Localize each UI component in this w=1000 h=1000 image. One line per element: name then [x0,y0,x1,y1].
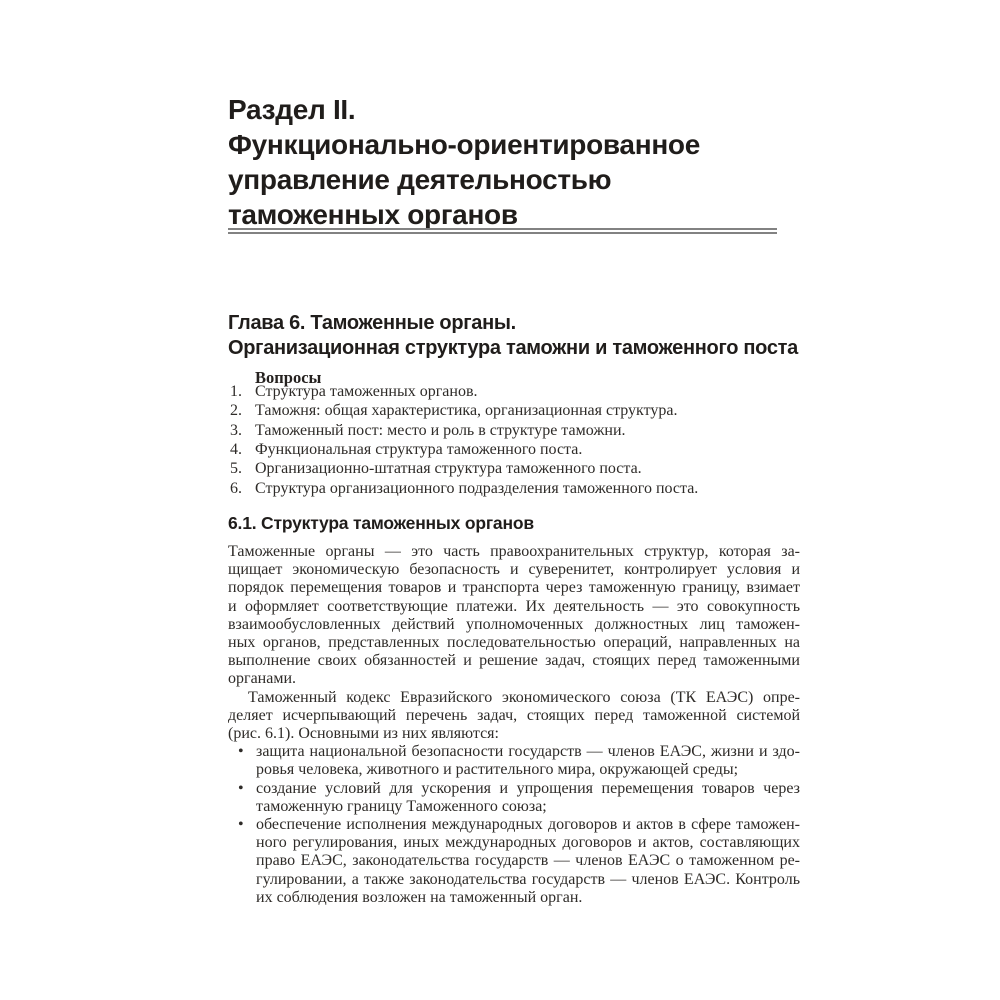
text-line: гулировании, а также законодательства государств — членов ЕАЭС. Контроль [256,870,800,888]
text-line: Таможенные органы — это часть правоохранительных структур, которая за- [228,543,800,560]
section-6-1-heading: 6.1. Структура таможенных органов [228,513,534,533]
text-line: взаимообусловленных действий уполномоченных должностных лиц таможен- [228,615,800,633]
text-line: ных органов, представленных последовательностью операций, направленных на [228,634,800,652]
bullet-list [228,743,800,907]
paragraph [228,543,800,689]
body-text [228,543,800,907]
question-item [228,382,800,401]
text-line: ровья человека, животного и растительного мира, окружающей среды; [256,761,739,779]
question-item [228,401,800,420]
text-line: порядок перемещения товаров и транспорта через таможенную границу, взимает [228,579,800,597]
bullet-marker-icon: • [238,816,244,834]
bullet-marker-icon: • [238,779,244,797]
question-number: 1. [230,383,242,400]
text-line: создание условий для ускорения и упрощения перемещения товаров через [256,779,800,797]
question-number: 6. [230,479,242,497]
text-line: обеспечение исполнения международных договоров и актов в сфере таможен- [256,816,800,834]
text-line: Глава 6. Таможенные органы. [228,312,516,334]
question-text: Структура организационного подразделения таможенного поста. [255,479,699,497]
page-content [228,0,800,1000]
questions-list [228,382,800,498]
text-line: управление деятельностью [228,164,612,195]
question-text: Организационно-штатная структура таможенного поста. [255,460,642,478]
text-line: Таможенный кодекс Евразийского экономического союза (ТК ЕАЭС) опре- [248,688,800,706]
text-line: выполнение своих обязанностей и решение задач, стоящих перед таможенными [228,652,800,670]
question-item [228,421,800,440]
text-line: (рис. 6.1). Основными из них являются: [228,725,499,743]
bullet-marker-icon: • [238,743,244,761]
text-line: Раздел II. [228,94,356,125]
question-text: Таможня: общая характеристика, организационная структура. [255,402,678,420]
text-line: Организационная структура таможни и таможенного поста [228,337,798,359]
chapter-title [228,311,798,361]
text-line: ного регулирования, иных международных договоров и актов, составляющих [256,834,800,852]
text-line: органами. [228,670,297,688]
text-line: деляет исчерпывающий перечень задач, стоящих перед таможенной системой [228,706,800,724]
paragraph [228,689,800,744]
text-line: их соблюдения возложен на таможенный орган. [256,888,583,906]
section-title [228,92,800,232]
text-line: право ЕАЭС, законодательства государств — членов ЕАЭС о таможенном ре- [256,852,800,870]
text-line: таможенную границу Таможенного союза; [256,797,547,815]
question-text: Таможенный пост: место и роль в структуре таможни. [255,421,626,439]
bullet-item [228,816,800,907]
title-double-rule [228,228,777,234]
text-line: таможенных органов [228,199,518,230]
question-text: Структура таможенных органов. [255,383,478,400]
question-item [228,440,800,459]
text-line: Функционально-ориентированное [228,129,701,160]
question-number: 4. [230,441,242,459]
text-line: защита национальной безопасности государств — членов ЕАЭС, жизни и здо- [256,743,800,761]
question-number: 2. [230,402,242,420]
question-item [228,459,800,478]
text-line: и оформляет соответствующие платежи. Их деятельность — это совокупность [228,597,800,615]
question-text: Функциональная структура таможенного поста. [255,441,583,459]
questions-heading: Вопросы [255,368,322,387]
bullet-item [228,780,800,816]
question-item [228,479,800,498]
text-line: щищает экономическую безопасность и суверенитет, контролирует условия и [228,561,800,579]
question-number: 5. [230,460,242,478]
question-number: 3. [230,421,242,439]
bullet-item [228,743,800,779]
